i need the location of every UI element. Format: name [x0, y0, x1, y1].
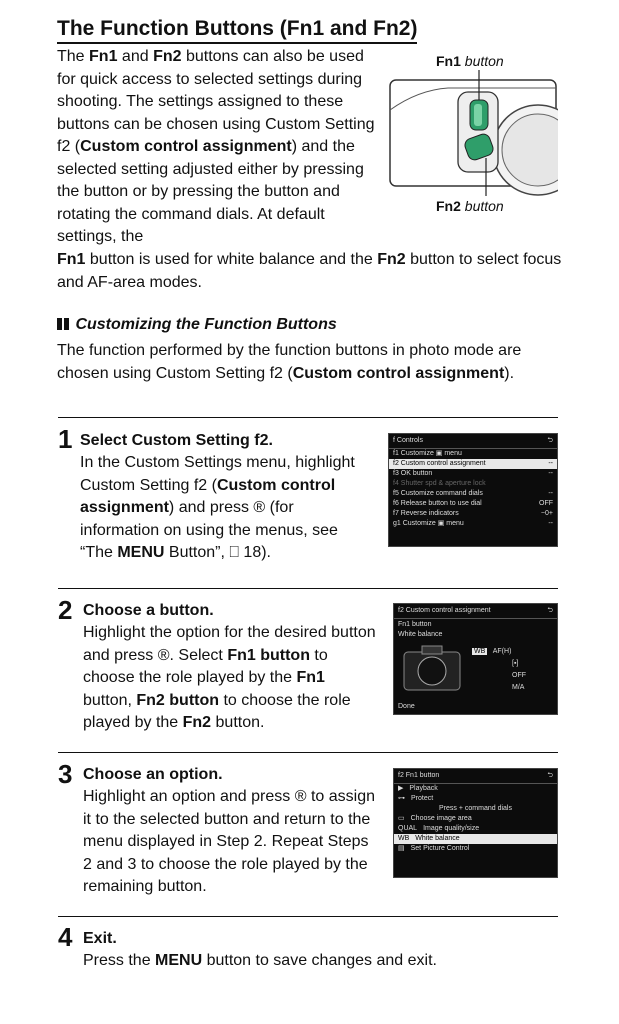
step-4 — [83, 928, 553, 973]
book-icon: ⎕ — [229, 544, 239, 561]
camera-back-icon — [402, 644, 462, 692]
back-icon: ⮌ — [547, 437, 553, 444]
step-text: Highlight an option and press ® to assign it to the selected button and return to the menu displayed in Step 2. Repeat Steps 2 and 3 to choose the role played by the remaining button. — [83, 788, 375, 895]
fn2-button-label: Fn2 button — [436, 198, 504, 214]
subsection-heading: Customizing the Function Buttons — [57, 314, 337, 336]
section-marker-icon — [57, 318, 62, 330]
divider — [58, 752, 558, 753]
ok-icon: ® — [294, 788, 307, 805]
intro-paragraph: The Fn1 and Fn2 buttons can also be used for quick access to selected settings during shooting. The settings assigned to these buttons can be chosen using Custom Setting f2 (Custom control assignment) and the selected setting adjusted either by pressing the button or by pressing the button and rotating the command dials. At default settings, the — [57, 48, 375, 245]
screen-custom-control-assignment: f2 Custom control assignment ⮌ Fn1 button White balance WB AF(H) [▪] OFF M/A Done — [393, 603, 558, 715]
ok-icon: ® — [157, 646, 170, 664]
step-text: Press the MENU button to save changes and exit. — [83, 952, 437, 969]
section-marker-icon — [64, 318, 69, 330]
back-icon: ⮌ — [547, 607, 553, 614]
subsection-text: The function performed by the function buttons in photo mode are chosen using Custom Setting f2 (Custom control assignment). — [57, 342, 522, 382]
intro-paragraph-cont: Fn1 button is used for white balance and the Fn2 button to select focus and AF-area modes. — [57, 251, 562, 291]
step-text: In the Custom Settings menu, highlight Custom Setting f2 (Custom control assignment) and press ® (for information on using the menus, see “The MENU Button”, ⎕ 18). — [80, 454, 355, 561]
camera-figure — [388, 50, 558, 220]
step-2 — [83, 600, 378, 735]
divider — [58, 916, 558, 917]
page-title: The Function Buttons (Fn1 and Fn2) — [57, 17, 417, 44]
done-label: Done — [398, 702, 415, 710]
step-number: 2 — [58, 595, 73, 625]
step-1 — [80, 430, 375, 565]
screen-custom-settings-menu: f Controls ⮌ f1 Customize ▣ menu f2 Custom control assignment -- f3 OK button -- f4 Shutter spd & aperture lock f5 Customize command dials -- f6 Release button to use dial OFF f7 Reverse indicators −0+ g1 Customize ▣ menu -- — [388, 433, 558, 547]
step-text: Highlight the option for the desired button and press ®. Select Fn1 button to choose the role played by the Fn1 button, Fn2 button to choose the role played by the Fn2 button. — [83, 624, 376, 731]
screen-fn1-button-options: f2 Fn1 button ⮌ ▶ Playback ⊶ Protect Press + command dials ▭ Choose image area QUAL Image quality/size WB White balance ▤ Set Picture Control — [393, 768, 558, 878]
step-3 — [83, 764, 378, 899]
divider — [58, 588, 558, 589]
step-heading: Choose a button. — [83, 602, 214, 619]
ok-icon: ® — [253, 499, 266, 516]
step-heading: Exit. — [83, 930, 117, 947]
fn1-button-label: Fn1 button — [436, 53, 504, 69]
step-heading: Choose an option. — [83, 766, 223, 783]
step-heading: Select Custom Setting f2. — [80, 432, 273, 449]
step-number: 4 — [58, 922, 73, 952]
step-number: 1 — [58, 424, 73, 454]
camera-body-illustration — [388, 70, 558, 196]
step-number: 3 — [58, 759, 73, 789]
divider — [58, 417, 558, 418]
back-icon: ⮌ — [547, 772, 553, 779]
